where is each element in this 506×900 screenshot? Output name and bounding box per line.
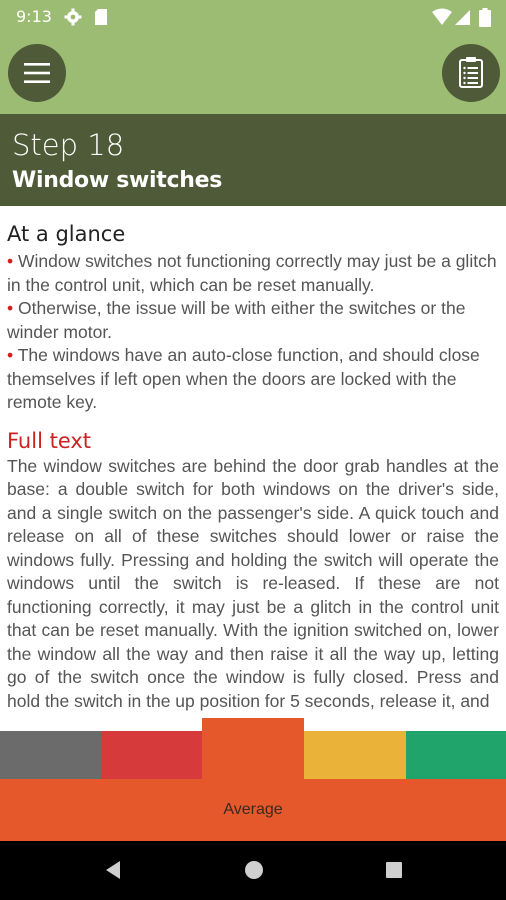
difficulty-rating-selector [0,731,506,779]
hamburger-menu-icon [8,44,66,102]
step-number: Step 18 [12,128,125,162]
full-text-body: The window switches are behind the door grab handles at the base: a double switch for both windows on the driver's side, and a single switch on the passenger's side. A quick touch and release on all of these switches should lower or raise the windows fully. Pressing and holding the switch will operate the windows until the switch is re-leased. If these are not functioning correctly, it may just be a glitch in the control unit that can be reset manually. With the ignition switched on, lower the window all the way and then raise it all the way up, letting go of the switch once the window is fully closed. Press and hold the switch in the up position for 5 seconds, release it, and [7,455,499,711]
rating-segment-3-selected[interactable] [202,718,304,779]
sd-card-icon [94,8,108,31]
glance-bullet: • The windows have an auto-close function, and should close themselves if left open when the doors are locked with the remote key. [7,345,480,412]
menu-button[interactable] [8,44,66,102]
bullet-dot: • [7,298,14,318]
recents-button[interactable] [383,859,405,886]
clipboard-button[interactable] [442,44,500,102]
home-button[interactable] [243,859,265,886]
at-a-glance-heading: At a glance [7,222,126,246]
back-button[interactable] [102,859,124,886]
signal-icon [455,8,471,31]
glance-bullet: • Window switches not functioning correctly may just be a glitch in the control unit, which can be reset manually. [7,251,497,295]
step-title: Window switches [12,168,223,193]
wifi-icon [432,8,452,31]
rating-label-bar[interactable] [0,779,506,841]
status-time: 9:13 [16,7,52,26]
app-bar [0,34,506,114]
bullet-dot: • [7,345,14,365]
rating-segment-2[interactable] [101,731,202,779]
full-text-heading: Full text [7,428,92,453]
back-icon [102,859,124,881]
rating-segment-1[interactable] [0,731,101,779]
step-header [0,114,506,206]
system-nav-bar [0,841,506,900]
rating-segment-5[interactable] [406,731,506,779]
glance-bullet: • Otherwise, the issue will be with either the switches or the winder motor. [7,298,466,342]
clipboard-icon [442,44,500,102]
battery-icon [479,8,491,32]
settings-icon [64,8,82,31]
step-content[interactable] [0,206,506,731]
bullet-dot: • [7,251,14,271]
home-icon [243,859,265,881]
recents-icon [383,859,405,881]
rating-label: Average [223,801,283,818]
rating-segment-4[interactable] [304,731,406,779]
status-bar [0,0,506,34]
